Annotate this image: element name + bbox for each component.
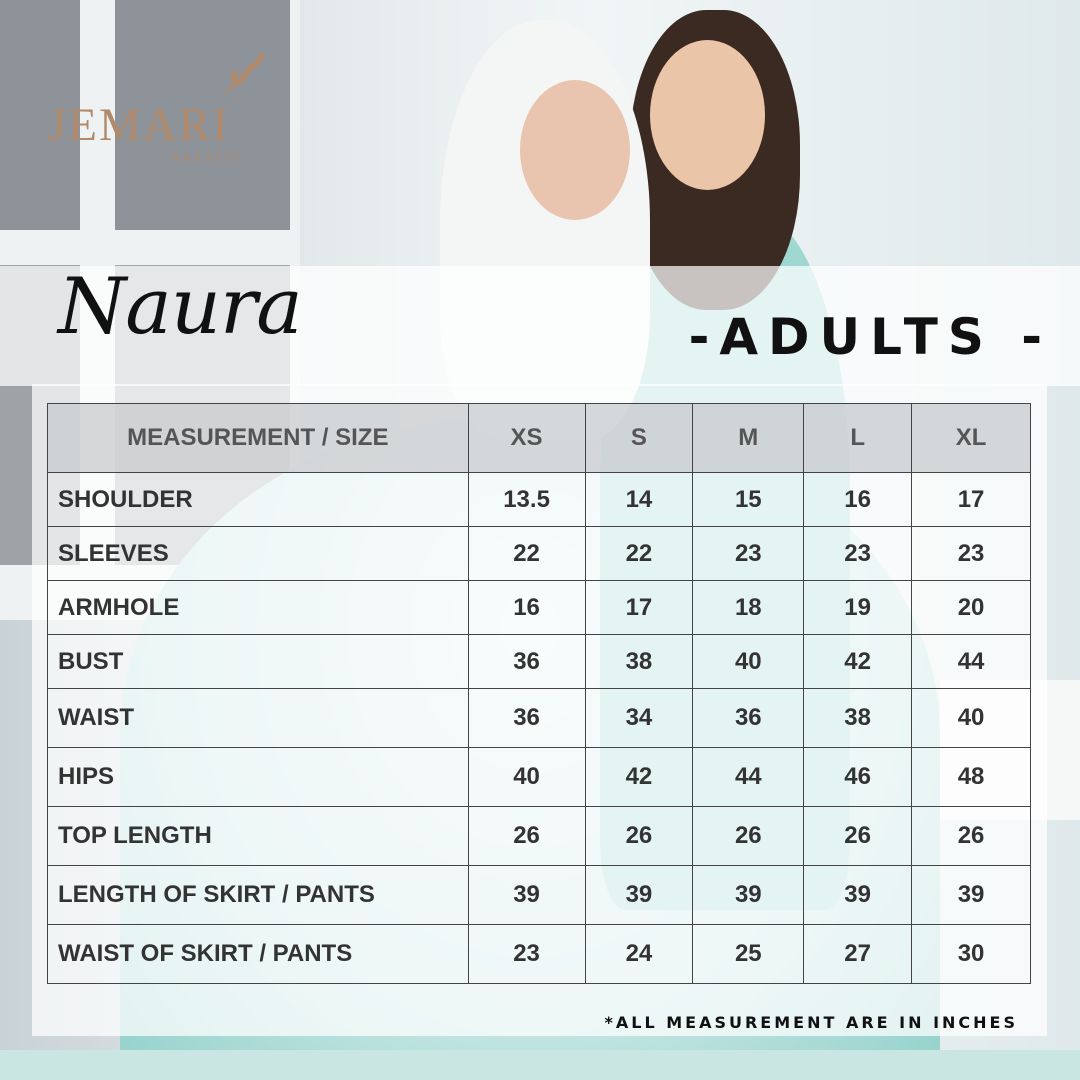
- cell: 40: [693, 635, 804, 689]
- cell: 40: [912, 689, 1031, 748]
- measurement-note: *ALL MEASUREMENT ARE IN INCHES: [604, 1013, 1018, 1032]
- cell: 17: [585, 581, 693, 635]
- cell: 36: [468, 635, 585, 689]
- table-row: [48, 807, 1031, 866]
- cell: 20: [912, 581, 1031, 635]
- brand-name: JEMARI: [48, 99, 230, 151]
- brand-sub: KREATIF: [172, 150, 243, 164]
- row-label: HIPS: [48, 748, 469, 807]
- header-xs: XS: [468, 404, 585, 473]
- cell: 38: [585, 635, 693, 689]
- cell: 39: [912, 866, 1031, 925]
- cell: 16: [804, 473, 912, 527]
- cell: 23: [804, 527, 912, 581]
- cell: 17: [912, 473, 1031, 527]
- row-label: TOP LENGTH: [48, 807, 469, 866]
- daughter-face: [650, 40, 765, 190]
- header-xl: XL: [912, 404, 1031, 473]
- cell: 26: [585, 807, 693, 866]
- leaf-icon: [220, 48, 270, 98]
- header-s: S: [585, 404, 693, 473]
- table-row: [48, 689, 1031, 748]
- cell: 40: [468, 748, 585, 807]
- table-header-row: [48, 404, 1031, 473]
- cell: 44: [912, 635, 1031, 689]
- header-l: L: [804, 404, 912, 473]
- cell: 26: [804, 807, 912, 866]
- cell: 26: [468, 807, 585, 866]
- row-label: SLEEVES: [48, 527, 469, 581]
- cell: 39: [693, 866, 804, 925]
- cell: 46: [804, 748, 912, 807]
- cell: 36: [693, 689, 804, 748]
- row-label: BUST: [48, 635, 469, 689]
- brand-logo: [48, 48, 258, 168]
- cell: 18: [693, 581, 804, 635]
- cell: 23: [693, 527, 804, 581]
- row-label: WAIST: [48, 689, 469, 748]
- cell: 39: [804, 866, 912, 925]
- table-row: [48, 581, 1031, 635]
- cell: 24: [585, 925, 693, 984]
- cell: 48: [912, 748, 1031, 807]
- cell: 15: [693, 473, 804, 527]
- header-measurement: MEASUREMENT / SIZE: [48, 404, 469, 473]
- cell: 26: [912, 807, 1031, 866]
- section-label: -ADULTS -: [688, 308, 1052, 366]
- cell: 42: [585, 748, 693, 807]
- size-chart-table: [47, 403, 1031, 984]
- cell: 39: [468, 866, 585, 925]
- cell: 38: [804, 689, 912, 748]
- cell: 16: [468, 581, 585, 635]
- cell: 44: [693, 748, 804, 807]
- cell: 13.5: [468, 473, 585, 527]
- table-row: [48, 866, 1031, 925]
- cell: 23: [468, 925, 585, 984]
- cell: 36: [468, 689, 585, 748]
- collection-title: Naura: [58, 262, 302, 352]
- row-label: WAIST OF SKIRT / PANTS: [48, 925, 469, 984]
- cell: 14: [585, 473, 693, 527]
- row-label: LENGTH OF SKIRT / PANTS: [48, 866, 469, 925]
- header-m: M: [693, 404, 804, 473]
- table-row: [48, 473, 1031, 527]
- row-label: ARMHOLE: [48, 581, 469, 635]
- table-row: [48, 925, 1031, 984]
- mother-face: [520, 80, 630, 220]
- cell: 22: [585, 527, 693, 581]
- cell: 25: [693, 925, 804, 984]
- cell: 39: [585, 866, 693, 925]
- table-row: [48, 635, 1031, 689]
- cell: 30: [912, 925, 1031, 984]
- cell: 26: [693, 807, 804, 866]
- cell: 42: [804, 635, 912, 689]
- row-label: SHOULDER: [48, 473, 469, 527]
- cell: 22: [468, 527, 585, 581]
- table-row: [48, 527, 1031, 581]
- cell: 23: [912, 527, 1031, 581]
- cell: 19: [804, 581, 912, 635]
- cell: 34: [585, 689, 693, 748]
- cell: 27: [804, 925, 912, 984]
- table-row: [48, 748, 1031, 807]
